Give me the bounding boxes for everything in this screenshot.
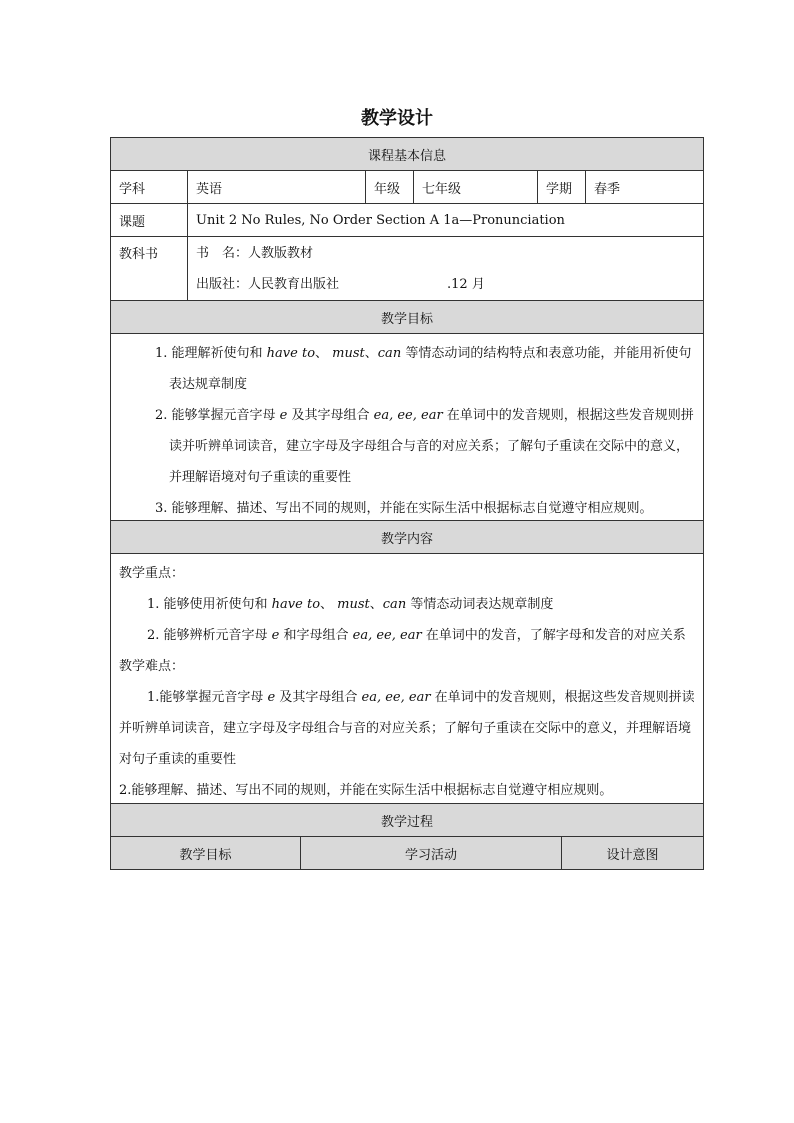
goal-1-modal-can: can [377, 346, 402, 361]
goal-1-text-end: 等情态动词的结构特点和表意功能，并能用祈使句表达规章制度 [169, 346, 692, 392]
key-1-modal-must: must [337, 597, 370, 612]
key-point-2 [119, 620, 695, 651]
publisher-label: 出版社： [196, 276, 249, 292]
goal-1-separator: 、 [315, 346, 333, 361]
goal-2-text-mid: 及其字母组合 [287, 408, 374, 423]
key-2-text-mid: 和字母组合 [279, 628, 353, 643]
goal-2-letter-e: e [279, 408, 288, 423]
key-1-separator: 、 [320, 597, 338, 612]
process-section-title: 教学过程 [111, 804, 703, 836]
document-title: 教学设计 [361, 108, 433, 129]
subject-row [110, 170, 704, 203]
goal-2-letter-combos: ea, ee, ear [373, 408, 443, 423]
publisher-value: 人民教育出版社 [248, 276, 340, 292]
goal-2-text: 2. 能够掌握元音字母 [155, 408, 280, 423]
key-1-text: 1. 能够使用祈使句和 [147, 597, 272, 612]
goals-section-title: 教学目标 [111, 301, 703, 333]
goals-header-row [110, 300, 704, 333]
diff-1-letter-combos: ea, ee, ear [361, 690, 431, 705]
diff-1-letter-e: e [267, 690, 276, 705]
key-2-letter-combos: ea, ee, ear [352, 628, 422, 643]
key-point-1 [119, 589, 695, 620]
topic-label: 课题 [119, 214, 146, 230]
book-name-label: 书 名： [196, 245, 249, 261]
content-body-row [110, 553, 704, 803]
key-points-label: 教学重点： [119, 566, 185, 581]
goal-item-2 [119, 400, 695, 493]
grade-label: 年级 [365, 171, 413, 203]
key-2-letter-e: e [271, 628, 280, 643]
key-1-separator-2: 、 [369, 597, 383, 612]
subject-value: 英语 [187, 171, 365, 203]
goal-1-text: 1. 能理解祈使句和 [155, 346, 267, 361]
goal-1-separator-2: 、 [364, 346, 378, 361]
key-1-modal-have-to: have to [271, 597, 321, 612]
process-col-intent: 设计意图 [561, 837, 703, 869]
textbook-label: 教科书 [119, 247, 159, 262]
textbook-info [187, 237, 703, 300]
diff-1-text-mid: 及其字母组合 [275, 690, 362, 705]
goals-body [111, 334, 703, 520]
goal-item-1 [119, 338, 695, 400]
key-2-text-end: 在单词中的发音，了解字母和发音的对应关系 [421, 628, 686, 643]
process-col-goals: 教学目标 [111, 837, 300, 869]
content-section-title: 教学内容 [111, 521, 703, 553]
basic-info-header-row [110, 137, 704, 170]
goal-1-modal-must: must [332, 346, 365, 361]
goal-2-text-end: 在单词中的发音规则，根据这些发音规则拼读并听辨单词读音，建立字母及字母组合与音的对应关系；了解句子重读在交际中的意义，并理解语境对句子重读的重要性 [169, 408, 694, 485]
grade-value: 七年级 [413, 171, 537, 203]
goal-1-modal-have-to: have to [266, 346, 316, 361]
difficult-point-2: 2.能够理解、描述、写出不同的规则，并能在实际生活中根据标志自觉遵守相应规则。 [119, 783, 613, 798]
lesson-plan-table [110, 137, 704, 870]
diff-1-text: 1.能够掌握元音字母 [147, 690, 268, 705]
key-1-modal-can: can [382, 597, 407, 612]
basic-info-section-title: 课程基本信息 [111, 138, 703, 170]
topic-value: Unit 2 No Rules, No Order Section A 1a—Pronunciation [187, 204, 703, 236]
difficult-points-label: 教学难点： [119, 659, 185, 674]
subject-label: 学科 [119, 181, 146, 197]
diff-1-text-end: 在单词中的发音规则，根据这些发音规则拼读并听辨单词读音，建立字母及字母组合与音的对应关系；了解句子重读在交际中的意义，并理解语境对句子重读的重要性 [119, 690, 695, 767]
goal-item-3: 3. 能够理解、描述、写出不同的规则，并能在实际生活中根据标志自觉遵守相应规则。 [155, 501, 653, 516]
publisher-line [196, 269, 485, 300]
key-2-text: 2. 能够辨析元音字母 [147, 628, 272, 643]
topic-row [110, 203, 704, 236]
term-label: 学期 [537, 171, 585, 203]
textbook-row [110, 236, 704, 300]
difficult-point-1 [119, 682, 695, 775]
content-header-row [110, 520, 704, 553]
process-header-row [110, 803, 704, 836]
goals-body-row [110, 333, 704, 520]
key-1-text-end: 等情态动词表达规章制度 [406, 597, 554, 612]
content-body [111, 554, 703, 803]
book-name-line [196, 238, 313, 269]
publish-date: .12 月 [447, 276, 485, 292]
process-columns-row [110, 836, 704, 870]
process-col-activities: 学习活动 [300, 837, 561, 869]
book-name-value: 人教版教材 [248, 245, 314, 261]
term-value: 春季 [585, 171, 703, 203]
